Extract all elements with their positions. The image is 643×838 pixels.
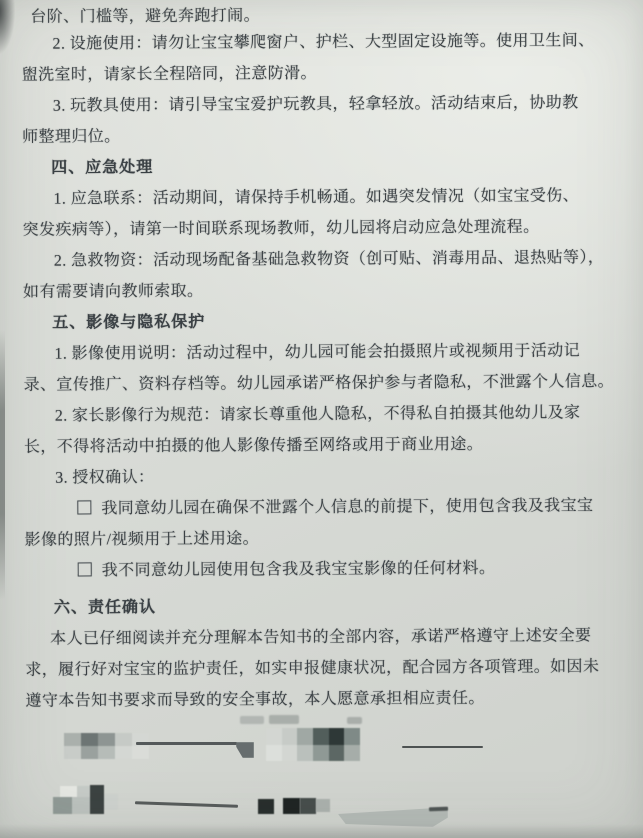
document-line: 本人已仔细阅读并充分理解本告知书的全部内容，承诺严格遵守上述安全要 [50, 627, 592, 648]
document-line: 盥洗室时，请家长全程陪同，注意防滑。 [21, 65, 317, 84]
signature-blank-line [136, 742, 237, 745]
mosaic-tile [132, 733, 149, 746]
mosaic-tile [282, 745, 298, 762]
section-heading: 五、影像与隐私保护 [52, 313, 206, 332]
section-heading: 四、应急处理 [51, 159, 154, 177]
mosaic-tile [98, 746, 115, 759]
mosaic-tile [344, 728, 360, 745]
document-line: 突发疾病等），请第一时间联系现场教师，幼儿园将启动应急处理流程。 [22, 218, 540, 239]
mosaic-tile [104, 794, 118, 810]
document-line: 1. 应急联系：活动期间，请保持手机畅通。如遇突发情况（如宝宝受伤、 [53, 187, 580, 208]
document-line: 师整理归位。 [22, 128, 121, 146]
mosaic-tile [132, 746, 149, 759]
signature-blank-line [135, 801, 238, 807]
mosaic-tile [313, 745, 329, 762]
redacted-pen-mark [236, 742, 254, 758]
mosaic-tile [72, 797, 90, 814]
document-line: 录、宣传推广、资料存档等。幼儿园承诺严格保护参与者隐私，不泄露个人信息。 [23, 373, 615, 394]
document-line: 如有需要请向教师索取。 [22, 282, 204, 301]
redacted-smudge [269, 715, 299, 724]
photo-edge-shadow [0, 824, 643, 838]
mosaic-tile [297, 745, 313, 762]
mosaic-tile [313, 728, 329, 745]
redacted-mosaic-tile [316, 799, 330, 812]
photo-edge-shadow [0, 330, 5, 600]
section-heading: 六、责任确认 [53, 599, 157, 617]
mosaic-tile [64, 733, 81, 746]
mosaic-tile [329, 728, 345, 745]
redacted-signature-mosaic [266, 728, 360, 761]
document-line: 长，不得将活动中拍摄的他人影像传播至网络或用于商业用途。 [23, 436, 484, 456]
photo-corner-shadow [0, 0, 15, 54]
redacted-signature-mosaic [50, 784, 130, 816]
document-line: 2. 急救物资：活动现场配备基础急救物资（创可贴、消毒用品、退热贴等）， [53, 249, 605, 270]
redacted-mosaic-tile [258, 799, 274, 814]
redacted-pen-mark [429, 807, 448, 812]
redacted-mosaic-tile [300, 798, 316, 814]
document-line: 3. 授权确认： [55, 469, 155, 487]
document-line: 求，履行好对宝宝的监护责任，如实申报健康状况，配合园方各项管理。如因未 [25, 658, 600, 679]
document-line: 遵守本告知书要求而导致的安全事故，本人愿意承担相应责任。 [25, 690, 485, 710]
mosaic-tile [98, 733, 115, 746]
mosaic-tile [53, 797, 72, 814]
redacted-smudge [240, 716, 264, 724]
mosaic-tile [81, 733, 98, 746]
mosaic-tile [81, 746, 98, 759]
mosaic-tile [60, 786, 78, 798]
checkbox-unchecked-icon [77, 500, 91, 514]
checkbox-option-label: 我不同意幼儿园使用包含我及我宝宝影像的任何材料。 [101, 559, 496, 580]
mosaic-tile [266, 745, 282, 762]
mosaic-tile [64, 746, 81, 759]
mosaic-tile [329, 745, 345, 762]
checkbox-unchecked-icon [78, 562, 92, 576]
mosaic-tile [297, 728, 313, 745]
mosaic-tile [344, 745, 360, 762]
redacted-smudge [347, 717, 362, 724]
document-line: 台阶、门槛等，避免奔跑打闹。 [30, 7, 261, 26]
mosaic-tile [90, 785, 104, 814]
document-line: 2. 设施使用：请勿让宝宝攀爬窗户、护栏、大型固定设施等。使用卫生间、 [52, 32, 595, 53]
mosaic-tile [77, 786, 93, 798]
document-line [1, 490, 643, 525]
mosaic-tile [266, 728, 282, 745]
document-line [2, 552, 643, 587]
redacted-signature-mosaic [64, 733, 149, 759]
mosaic-tile [115, 733, 132, 746]
mosaic-tile [115, 746, 132, 759]
document-line: 影像的照片/视频用于上述用途。 [24, 530, 260, 549]
signature-blank-line [402, 746, 483, 748]
redacted-mosaic-tile [283, 798, 300, 814]
document-line: 2. 家长影像行为规范：请家长尊重他人隐私，不得私自拍摄其他幼儿及家 [54, 404, 581, 425]
document-line: 1. 影像使用说明：活动过程中，幼儿园可能会拍摄照片或视频用于活动记 [54, 342, 581, 363]
checkbox-option-label: 我同意幼儿园在确保不泄露个人信息的前提下，使用包含我及我宝宝 [101, 497, 594, 518]
mosaic-tile [282, 728, 298, 745]
document-line: 3. 玩教具使用：请引导宝宝爱护玩教具，轻拿轻放。活动结束后，协助教 [52, 94, 579, 115]
